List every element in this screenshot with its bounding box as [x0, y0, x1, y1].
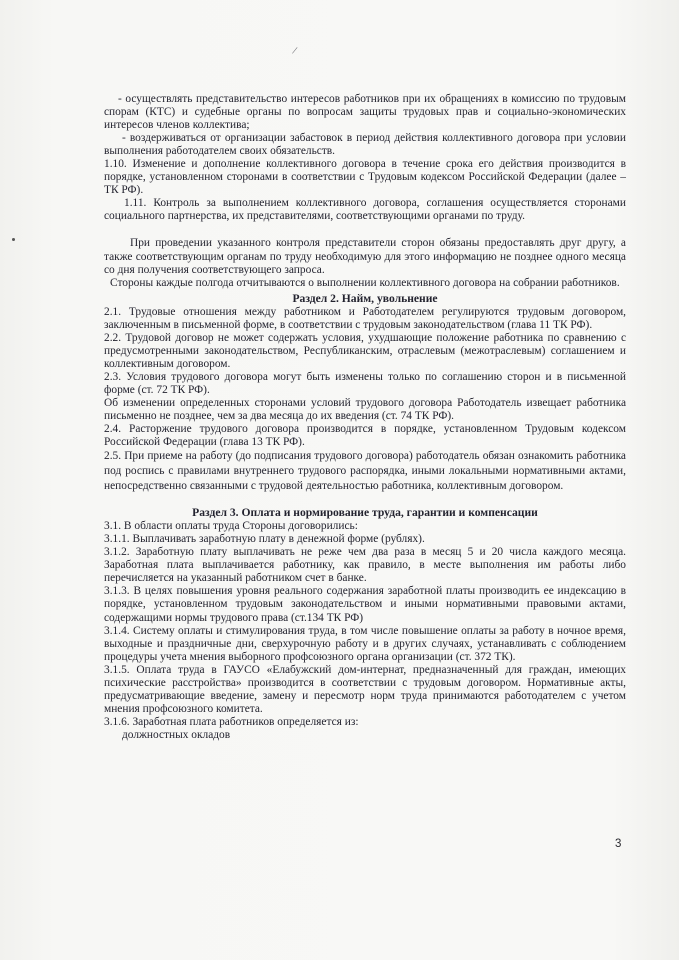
paragraph: 2.4. Расторжение трудового договора производится в порядке, установленном Трудовым кодексом Российской Федерации (глава 13 ТК РФ). — [104, 423, 626, 449]
paragraph: - воздерживаться от организации забастовок в период действия коллективного договора при условии выполнения работодателем своих обязательств. — [104, 132, 626, 158]
section-heading: Раздел 3. Оплата и нормирование труда, гарантии и компенсации — [192, 506, 538, 520]
paragraph: 2.5. При приеме на работу (до подписания трудового договора) работодатель обязан ознакомить работника под роспись с правилами внутреннего трудового распорядка, иными локальными нормативными актами, непосредственно связанными с трудовой деятельностью работника, коллективным договором. — [104, 450, 626, 493]
paragraph: 3.1.3. В целях повышения уровня реального содержания заработной платы производить ее индексацию в порядке, установленном трудовым законодательством и иными нормативными правовыми актами, содержащими нормы трудового права (ст.134 ТК РФ) — [104, 585, 626, 624]
page-number: 3 — [615, 838, 622, 850]
paragraph: должностных окладов — [122, 728, 231, 741]
scan-dot — [12, 238, 15, 241]
paragraph: 1.10. Изменение и дополнение коллективного договора в течение срока его действия производится в порядке, установленном сторонами в соответствии с Трудовым кодексом Российской Федерации (далее – ТК РФ). — [104, 158, 626, 197]
paragraph: 3.1.5. Оплата труда в ГАУСО «Елабужский дом-интернат, предназначенный для граждан, имеющих психические расстройства» производится в соответствии с трудовым договором. Нормативные акты, предусматривающие введение, замену и пересмотр норм труда принимаются работодателем с учетом мнения профсоюзного комитета. — [104, 663, 626, 715]
paragraph: 3.1.1. Выплачивать заработную плату в денежной форме (рублях). — [104, 533, 425, 546]
pen-mark: / — [291, 44, 299, 58]
paragraph: При проведении указанного контроля представители сторон обязаны предоставлять друг другу, а также соответствующим органам по труду необходимую для этого информацию не позднее одного месяца со дня получения соответствующего запроса. — [104, 237, 626, 276]
section-heading: Раздел 2. Найм, увольнение — [292, 291, 438, 305]
document-body — [104, 93, 626, 742]
paragraph: 2.2. Трудовой договор не может содержать условия, ухудшающие положение работника по сравнению с предусмотренными законодательством, Республиканским, отраслевым (межотраслевым) соглашением и коллективным договором. — [104, 331, 626, 370]
paragraph: Стороны каждые полгода отчитываются о выполнении коллективного договора на собрании работников. — [110, 276, 620, 289]
paragraph: 2.3. Условия трудового договора могут быть изменены только по соглашению сторон и в письменной форме (ст. 72 ТК РФ). — [104, 370, 626, 396]
paragraph: 1.11. Контроль за выполнением коллективного договора, соглашения осуществляется сторонами социального партнерства, их представителями, соответствующими органами по труду. — [104, 197, 626, 223]
paragraph: Об изменении определенных сторонами условий трудового договора Работодатель извещает работника письменно не позднее, чем за два месяца до их введения (ст. 74 ТК РФ). — [104, 396, 626, 423]
paragraph: 3.1.4. Систему оплаты и стимулирования труда, в том числе повышение оплаты за работу в ночное время, выходные и праздничные дни, сверхурочную работу и в других случаях, устанавливать с соблюдением процедуры учета мнения выборного профсоюзного органа организации (ст. 372 ТК). — [104, 624, 626, 663]
paragraph: 3.1. В области оплаты труда Стороны договорились: — [104, 520, 358, 533]
paragraph: 3.1.2. Заработную плату выплачивать не реже чем два раза в месяц 5 и 20 числа каждого месяца. Заработная плата выплачивается работнику, как правило, в месте выполнения им работы либо перечисляется на указанный работником счет в банке. — [104, 546, 626, 585]
paragraph: 2.1. Трудовые отношения между работником и Работодателем регулируются трудовым договором, заключенным в письменной форме, в соответствии с трудовым законодательством (глава 11 ТК РФ). — [104, 305, 626, 331]
paragraph: - осуществлять представительство интересов работников при их обращениях в комиссию по трудовым спорам (КТС) и судебные органы по вопросам защиты трудовых прав и социально-экономических интересов членов коллектива; — [104, 93, 626, 132]
paragraph: 3.1.6. Заработная плата работников определяется из: — [104, 715, 359, 728]
